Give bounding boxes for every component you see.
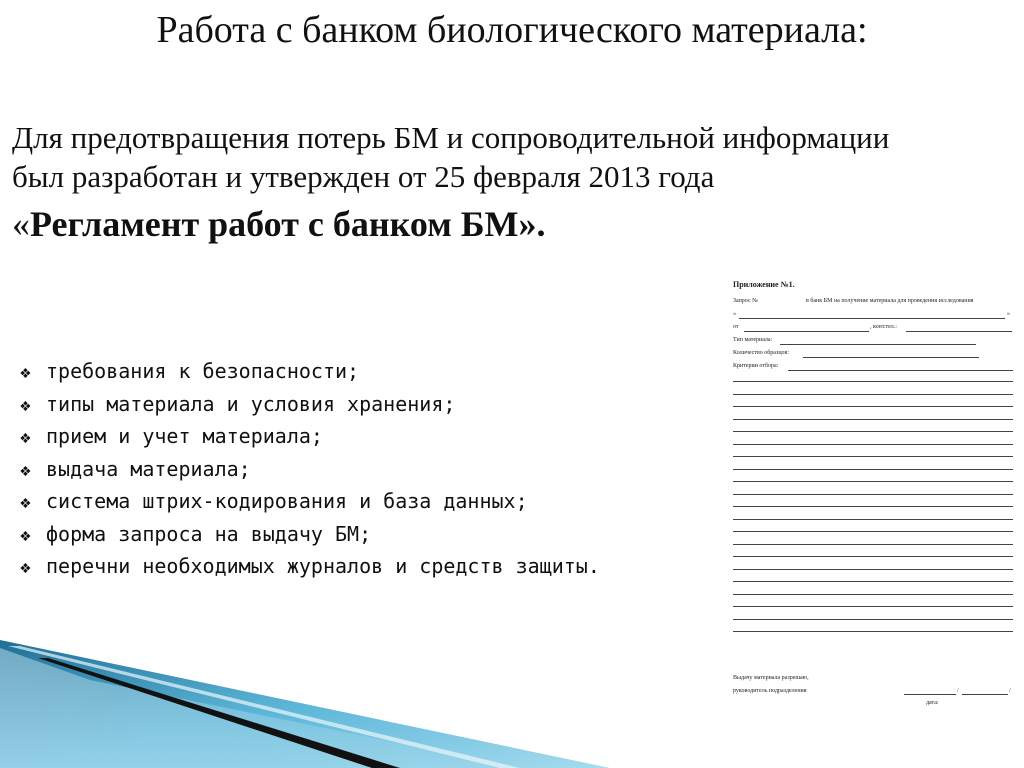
diamond-bullet-icon: ❖ xyxy=(20,557,31,578)
form-line xyxy=(803,357,979,358)
diamond-bullet-icon: ❖ xyxy=(20,492,31,513)
form-blank-line xyxy=(733,606,1013,607)
list-item-text: выдача материала; xyxy=(46,456,251,481)
list-item xyxy=(20,519,600,552)
form-from-label: от xyxy=(733,324,739,330)
form-blank-line xyxy=(733,556,1013,557)
reglament-name: Регламент работ с банком БМ xyxy=(30,204,519,244)
list-item xyxy=(20,356,600,389)
form-contact-label: , конт.тел.: xyxy=(870,324,897,330)
list-item xyxy=(20,551,600,584)
form-line xyxy=(744,331,869,332)
list-item xyxy=(20,389,600,422)
page-title: Работа с банком биологического материала: xyxy=(156,9,868,51)
form-slash: / xyxy=(957,688,959,694)
diamond-bullet-icon: ❖ xyxy=(20,524,31,546)
list-item-text: перечни необходимых журналов и средств защиты. xyxy=(46,554,600,578)
list-item-text: требования к безопасности; xyxy=(46,359,360,383)
form-blank-line xyxy=(733,531,1013,532)
form-blank-line xyxy=(733,544,1013,545)
form-criteria-label: Критерии отбора: xyxy=(733,363,779,369)
close-quote: ». xyxy=(518,204,546,244)
decorative-swoosh xyxy=(0,640,1024,768)
list-item-text: система штрих-кодирования и база данных; xyxy=(46,489,528,513)
intro-line-1: Для предотвращения потерь БМ и сопроводительной информации xyxy=(12,120,890,155)
intro-paragraph xyxy=(12,118,1012,196)
form-slash: / xyxy=(1009,688,1011,694)
list-item-text: типы материала и условия хранения; xyxy=(46,391,456,416)
diamond-bullet-icon: ❖ xyxy=(20,362,31,383)
form-blank-line xyxy=(733,419,1013,420)
form-request-label: Запрос № xyxy=(733,298,758,304)
form-blank-line xyxy=(733,519,1013,520)
form-blank-line xyxy=(733,569,1013,570)
form-blank-line xyxy=(733,581,1013,582)
diamond-bullet-icon: ❖ xyxy=(20,459,31,481)
list-item-text: прием и учет материала; xyxy=(46,424,323,448)
form-blank-line xyxy=(733,406,1013,407)
requirements-list xyxy=(20,356,600,584)
form-line xyxy=(788,370,1013,371)
form-approve-label: Выдачу материала разрешаю, xyxy=(733,675,809,681)
intro-line-2: был разработан и утвержден от 25 февраля 2013 года xyxy=(12,159,715,194)
list-item xyxy=(20,486,600,519)
form-blank-line xyxy=(733,444,1013,445)
form-date-label: дата: xyxy=(926,700,939,706)
form-blank-line xyxy=(733,456,1013,457)
list-item xyxy=(20,454,600,487)
form-quote-open: « xyxy=(733,311,736,317)
form-blank-line xyxy=(733,394,1013,395)
form-blank-line xyxy=(733,431,1013,432)
form-blank-line xyxy=(733,494,1013,495)
form-type-label: Тип материала: xyxy=(733,337,773,343)
form-blank-line xyxy=(733,619,1013,620)
form-blank-line xyxy=(733,631,1013,632)
form-count-label: Количество образцов: xyxy=(733,350,790,356)
form-blank-line xyxy=(733,481,1013,482)
form-blank-line xyxy=(733,506,1013,507)
form-head-label: руководитель подразделения xyxy=(733,688,807,694)
diamond-bullet-icon: ❖ xyxy=(20,427,31,448)
form-line xyxy=(739,318,1005,319)
form-line xyxy=(780,344,976,345)
form-request-text: в банк БМ на получение материала для проведения исследования xyxy=(806,298,974,304)
form-blank-line xyxy=(733,381,1013,382)
form-quote-close: » xyxy=(1007,311,1010,317)
form-blank-line xyxy=(733,469,1013,470)
reglament-title xyxy=(12,203,546,245)
list-item xyxy=(20,421,600,454)
open-quote: « xyxy=(12,204,30,244)
diamond-bullet-icon: ❖ xyxy=(20,394,31,416)
list-item-text: форма запроса на выдачу БМ; xyxy=(46,521,372,546)
form-line xyxy=(906,331,1012,332)
form-title: Приложение №1. xyxy=(733,280,795,289)
form-blank-line xyxy=(733,594,1013,595)
